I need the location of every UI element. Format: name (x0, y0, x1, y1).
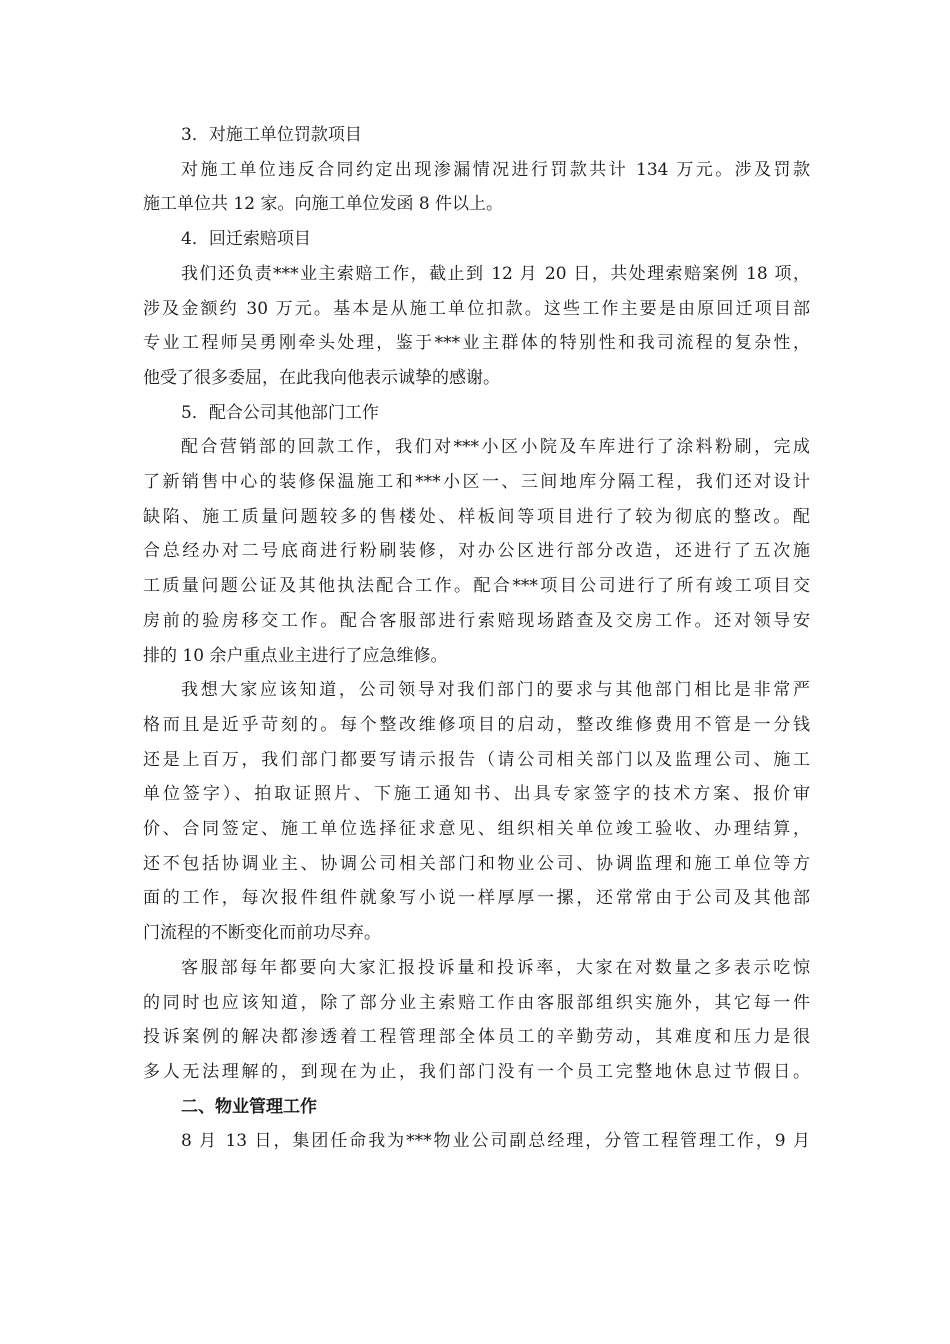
section-heading-relocation-claims: 4．回迁索赔项目 (181, 229, 311, 250)
paragraph-line: 我想大家应该知道，公司领导对我们部门的要求与其他部门相比是非常严 (181, 680, 810, 701)
paragraph-line: 8 月 13 日，集团任命我为***物业公司副总经理，分管工程管理工作，9 月 (181, 1131, 810, 1152)
paragraph-line: 工质量问题公证及其他执法配合工作。配合***项目公司进行了所有竣工项目交 (143, 576, 810, 597)
paragraph-line: 还是上百万，我们部门都要写请示报告（请公司相关部门以及监理公司、施工 (143, 749, 810, 770)
section-heading-property-management: 二、物业管理工作 (181, 1096, 317, 1117)
paragraph-line: 专业工程师吴勇刚牵头处理，鉴于***业主群体的特别性和我司流程的复杂性， (143, 333, 810, 354)
paragraph-line: 价、合同签定、施工单位选择征求意见、组织相关单位竣工验收、办理结算， (143, 819, 810, 840)
paragraph-line: 合总经办对二号底商进行粉刷装修，对办公区进行部分改造，还进行了五次施 (143, 541, 810, 562)
paragraph-line: 客服部每年都要向大家汇报投诉量和投诉率，大家在对数量之多表示吃惊 (181, 957, 810, 978)
paragraph-line: 投诉案例的解决都渗透着工程管理部全体员工的辛勤劳动，其难度和压力是很 (143, 1027, 810, 1048)
paragraph-line: 我们还负责***业主索赔工作，截止到 12 月 20 日，共处理索赔案例 18 项， (181, 263, 810, 284)
section-heading-penalty: 3．对施工单位罚款项目 (181, 125, 362, 145)
document-page (143, 118, 810, 1159)
paragraph-line: 对施工单位违反合同约定出现渗漏情况进行罚款共计 134 万元。涉及罚款 (181, 159, 810, 180)
section-heading-cooperation: 5．配合公司其他部门工作 (181, 402, 379, 423)
paragraph-line: 门流程的不断变化而前功尽弃。 (143, 923, 381, 944)
paragraph-line: 排的 10 余户重点业主进行了应急维修。 (143, 645, 448, 666)
paragraph-line: 格而且是近乎苛刻的。每个整改维修项目的启动，整改维修费用不管是一分钱 (143, 714, 810, 735)
paragraph-line: 多人无法理解的，到现在为止，我们部门没有一个员工完整地休息过节假日。 (143, 1061, 810, 1082)
paragraph-line: 还不包括协调业主、协调公司相关部门和物业公司、协调监理和施工单位等方 (143, 853, 810, 874)
paragraph-line: 缺陷、施工质量问题较多的售楼处、样板间等项目进行了较为彻底的整改。配 (143, 506, 810, 527)
paragraph-line: 施工单位共 12 家。向施工单位发函 8 件以上。 (143, 194, 504, 215)
paragraph-line: 配合营销部的回款工作，我们对***小区小院及车库进行了涂料粉刷，完成 (181, 437, 810, 458)
paragraph-line: 的同时也应该知道，除了部分业主索赔工作由客服部组织实施外，其它每一件 (143, 992, 810, 1013)
paragraph-line: 面的工作，每次报件组件就象写小说一样厚厚一摞，还常常由于公司及其他部 (143, 888, 810, 909)
paragraph-line: 涉及金额约 30 万元。基本是从施工单位扣款。这些工作主要是由原回迁项目部 (143, 298, 810, 319)
paragraph-line: 房前的验房移交工作。配合客服部进行索赔现场踏查及交房工作。还对领导安 (143, 610, 810, 631)
paragraph-line: 单位签字）、拍取证照片、下施工通知书、出具专家签字的技术方案、报价审 (143, 784, 810, 805)
paragraph-line: 他受了很多委屈，在此我向他表示诚挚的感谢。 (143, 367, 500, 388)
paragraph-line: 了新销售中心的装修保温施工和***小区一、三间地库分隔工程，我们还对设计 (143, 472, 810, 493)
